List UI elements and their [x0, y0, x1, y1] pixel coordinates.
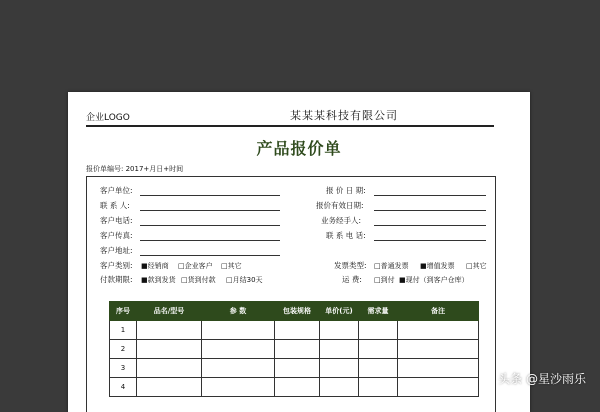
table-cell[interactable] [398, 340, 479, 359]
table-cell[interactable] [202, 340, 275, 359]
table-cell[interactable] [275, 321, 320, 340]
field-label-contact-phone: 联 系 电 话: [326, 231, 366, 240]
watermark: 头条 @星沙雨乐 [498, 372, 586, 386]
table-row [110, 378, 479, 397]
page-title: 产品报价单 [256, 139, 342, 158]
table-cell[interactable] [202, 359, 275, 378]
customer-phone-field[interactable] [140, 225, 280, 226]
company-name: 某某某科技有限公司 [290, 109, 398, 122]
invoice-vat-checkbox[interactable]: ■增值发票 [420, 262, 455, 270]
field-label-valid-date: 报价有效日期: [316, 201, 364, 210]
col-header-remarks: 备注 [398, 302, 479, 321]
field-label-sales-rep: 业务经手人: [321, 216, 362, 225]
invoice-normal-checkbox[interactable]: □普通发票 [374, 262, 409, 270]
field-label-customer-address: 客户地址: [100, 246, 133, 255]
field-label-customer-phone: 客户电话: [100, 216, 133, 225]
payment-prepaid-checkbox[interactable]: ■款到发货 [141, 276, 176, 284]
table-cell[interactable] [359, 378, 398, 397]
table-row [110, 321, 479, 340]
table-header-row [110, 302, 479, 321]
col-header-params: 参 数 [202, 302, 275, 321]
contact-field[interactable] [140, 210, 280, 211]
row-index: 2 [110, 340, 137, 359]
freight-prepaid-checkbox[interactable]: ■现付（到客户仓库） [399, 276, 469, 284]
sales-rep-field[interactable] [374, 225, 486, 226]
freight-collect-checkbox[interactable]: □到付 [374, 276, 395, 284]
invoice-other-checkbox[interactable]: □其它 [466, 262, 487, 270]
field-label-customer-fax: 客户传真: [100, 231, 133, 240]
quote-sheet [68, 92, 530, 412]
field-label-contact: 联 系 人: [100, 201, 130, 210]
col-header-index: 序号 [110, 302, 137, 321]
customer-unit-field[interactable] [140, 195, 280, 196]
product-table [109, 301, 479, 397]
col-header-quantity: 需求量 [359, 302, 398, 321]
table-row [110, 340, 479, 359]
col-header-product: 品名/型号 [137, 302, 202, 321]
col-header-packaging: 包装规格 [275, 302, 320, 321]
customer-fax-field[interactable] [140, 240, 280, 241]
table-cell[interactable] [320, 359, 359, 378]
table-cell[interactable] [137, 321, 202, 340]
table-cell[interactable] [398, 359, 479, 378]
quote-date-field[interactable] [374, 195, 486, 196]
table-cell[interactable] [320, 321, 359, 340]
payment-terms-label: 付款期限: [100, 275, 133, 284]
table-cell[interactable] [320, 378, 359, 397]
freight-label: 运 费: [342, 275, 362, 284]
header-divider [86, 125, 494, 127]
row-index: 4 [110, 378, 137, 397]
row-index: 1 [110, 321, 137, 340]
table-cell[interactable] [202, 378, 275, 397]
table-cell[interactable] [275, 378, 320, 397]
table-cell[interactable] [137, 340, 202, 359]
invoice-type-label: 发票类型: [334, 261, 367, 270]
table-cell[interactable] [398, 378, 479, 397]
customer-type-enterprise-checkbox[interactable]: □企业客户 [178, 262, 213, 270]
table-cell[interactable] [359, 340, 398, 359]
customer-type-other-checkbox[interactable]: □其它 [221, 262, 242, 270]
valid-date-field[interactable] [374, 210, 486, 211]
table-cell[interactable] [137, 378, 202, 397]
customer-type-dealer-checkbox[interactable]: ■经销商 [141, 262, 169, 270]
field-label-customer-unit: 客户单位: [100, 186, 133, 195]
table-cell[interactable] [320, 340, 359, 359]
customer-address-field[interactable] [140, 255, 280, 256]
field-label-quote-date: 报 价 日 期: [326, 186, 366, 195]
table-cell[interactable] [359, 321, 398, 340]
table-cell[interactable] [359, 359, 398, 378]
customer-type-label: 客户类别: [100, 261, 133, 270]
table-cell[interactable] [275, 359, 320, 378]
table-cell[interactable] [275, 340, 320, 359]
payment-cod-checkbox[interactable]: □货到付款 [181, 276, 216, 284]
table-cell[interactable] [202, 321, 275, 340]
col-header-unit-price: 单价(元) [320, 302, 359, 321]
company-logo-text: 企业LOGO [86, 113, 130, 123]
table-cell[interactable] [398, 321, 479, 340]
row-index: 3 [110, 359, 137, 378]
quote-number: 报价单编号: 2017+月日+时间 [86, 165, 184, 173]
contact-phone-field[interactable] [374, 240, 486, 241]
table-cell[interactable] [137, 359, 202, 378]
table-row [110, 359, 479, 378]
payment-monthly-checkbox[interactable]: □月结30天 [226, 276, 263, 284]
